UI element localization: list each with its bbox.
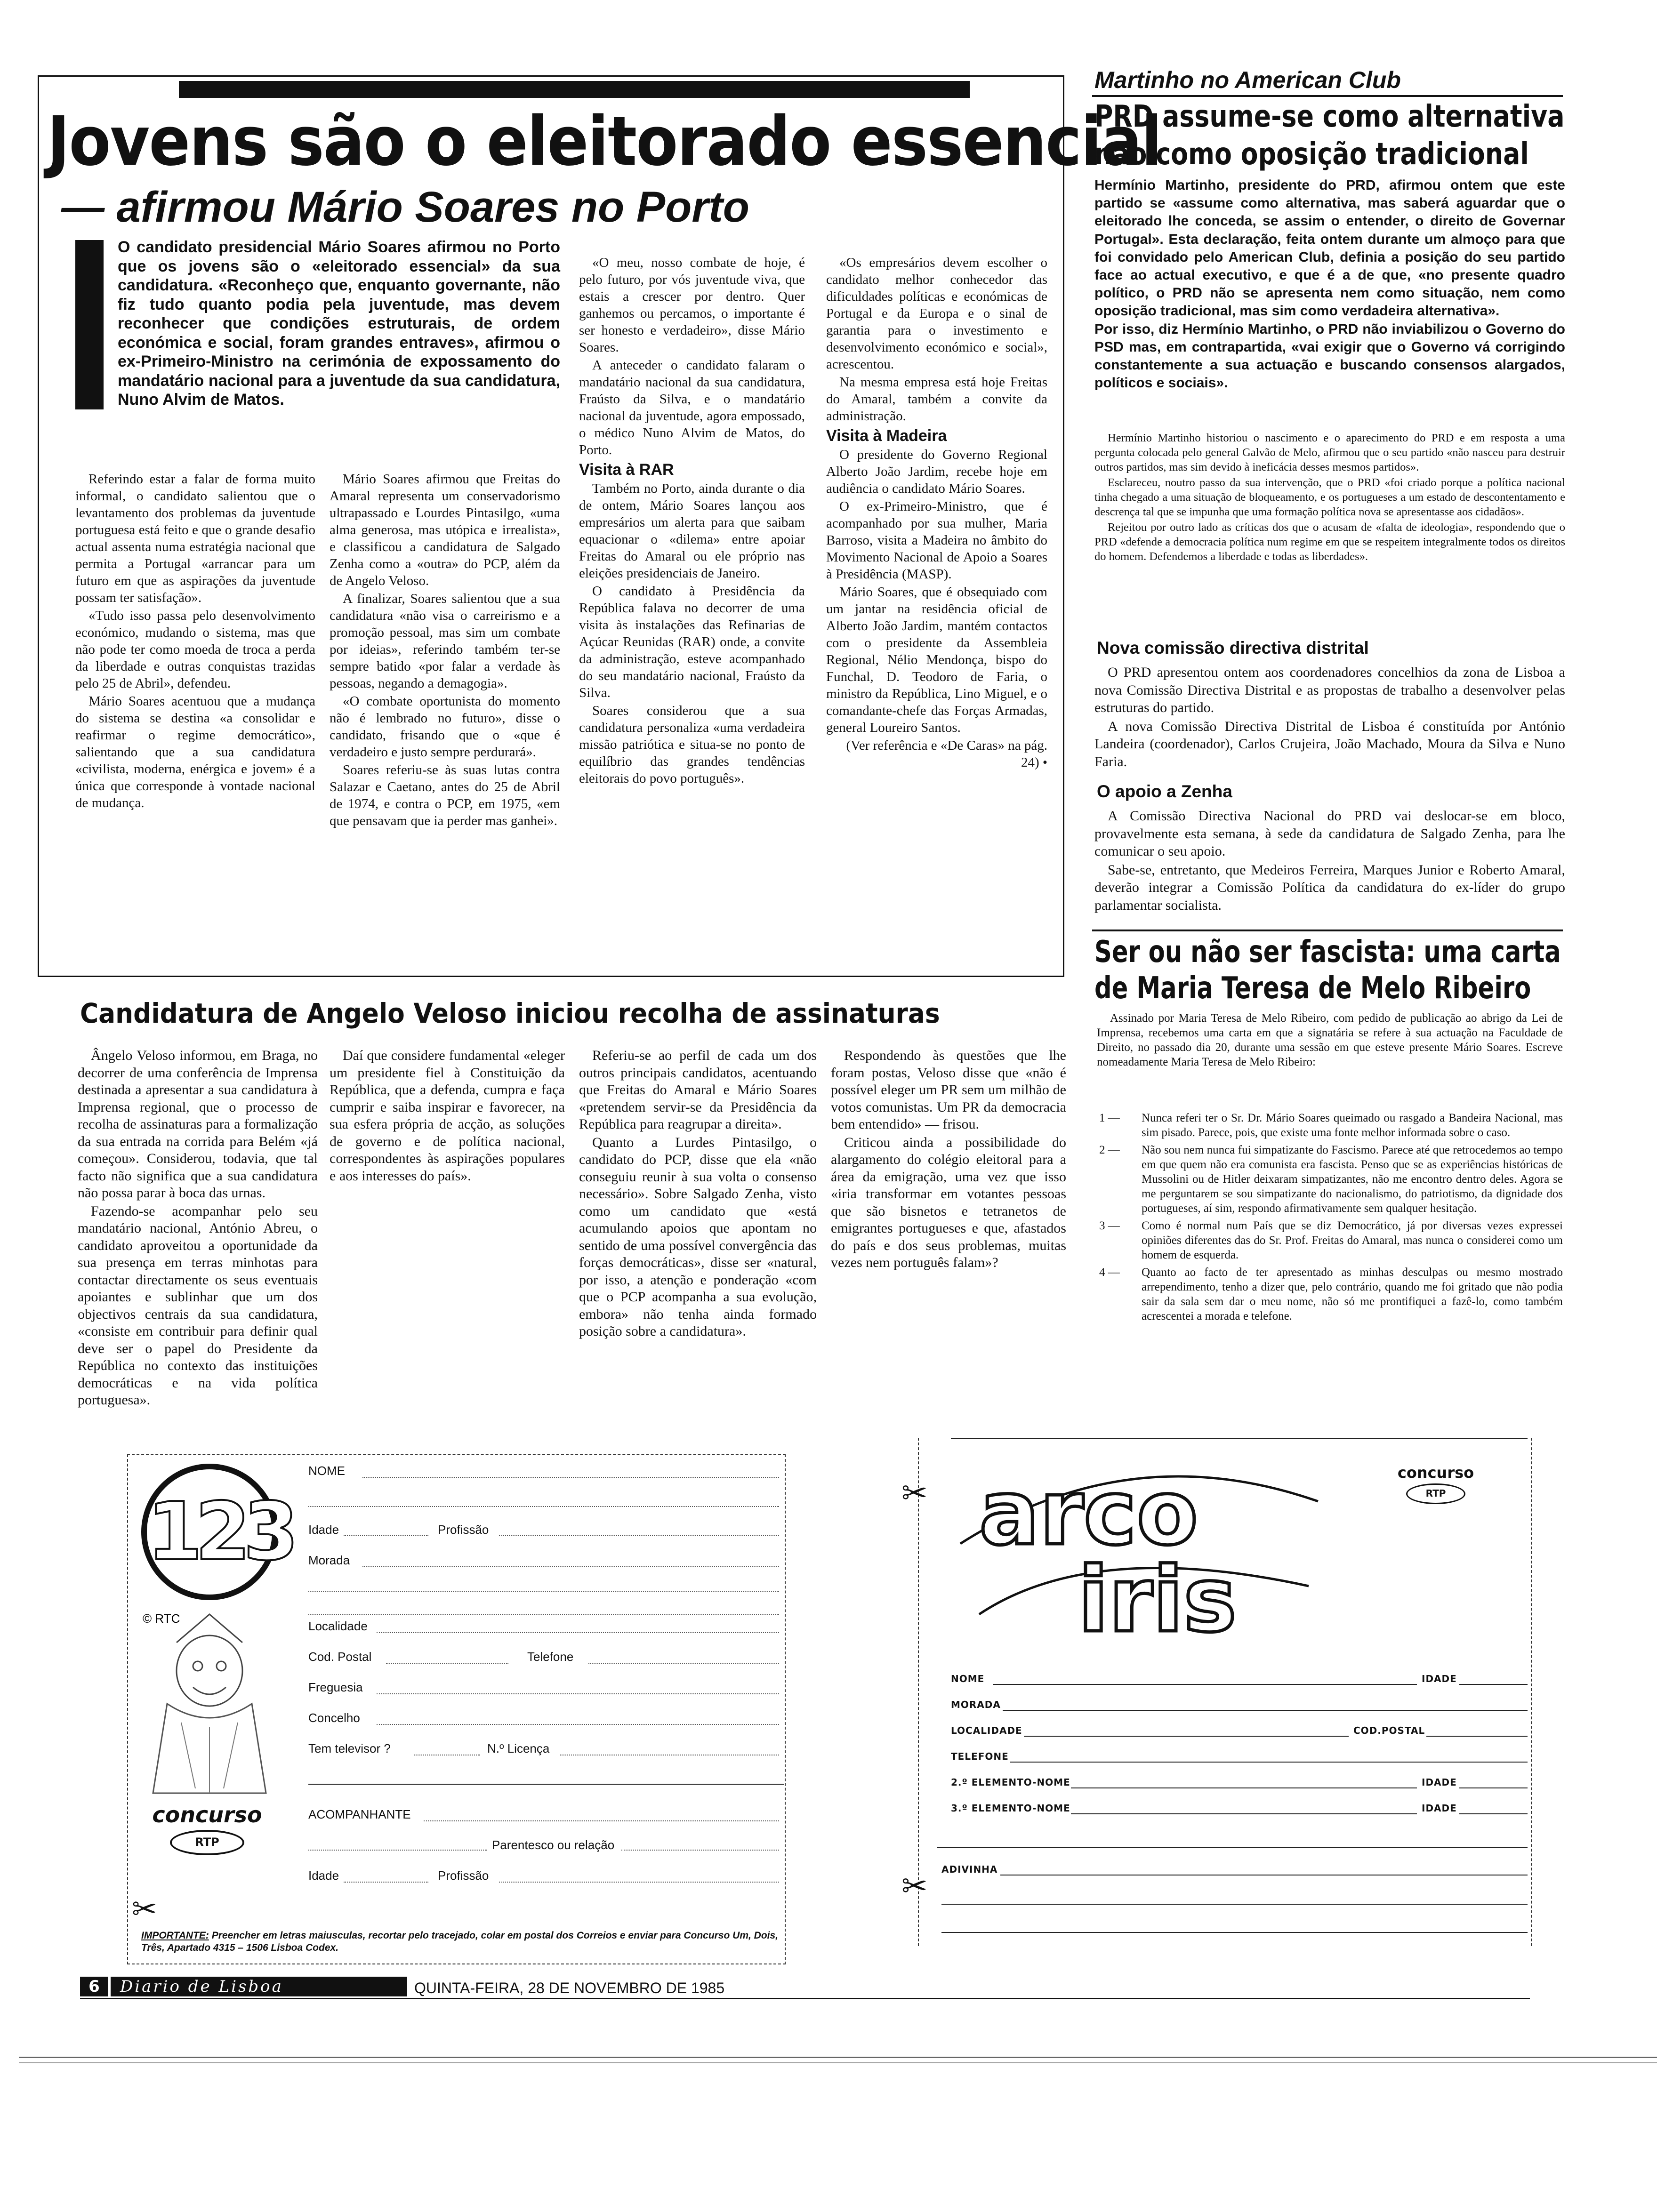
field-morada-3[interactable]	[308, 1614, 779, 1615]
paragraph: Sabe-se, entretanto, que Medeiros Ferreira, Marques Junior e Roberto Amaral, deverão integrar a Comissão Política da candidatura do ex-líder do grupo parlamentar socialista.	[1094, 862, 1565, 913]
field-morada[interactable]	[362, 1566, 779, 1567]
item-number: 1 —	[1099, 1112, 1120, 1124]
label-idade: Idade	[308, 1523, 339, 1537]
paragraph: O ex-Primeiro-Ministro, que é acompanhado por sua mulher, Maria Barroso, visita a Madeira no âmbito do Movimento Nacional de Apoio a Soares à Presidência (MASP).	[826, 499, 1047, 582]
paragraph: Rejeitou por outro lado as críticas dos que o acusam de «falta de ideologia», respondendo que o PRD «defende a democracia política num regime em que se respeitem integralmente todos os direitos do homem. Defendemos a liberdade e todas as liberdades».	[1094, 521, 1565, 563]
prd-subhead-zenha: O apoio a Zenha	[1097, 782, 1232, 801]
reference-note: (Ver referência e «De Caras» na pág. 24) •	[846, 738, 1047, 770]
field-cod-postal[interactable]	[386, 1663, 508, 1664]
paragraph: Soares considerou que a sua candidatura personaliza «uma verdadeira missão patriótica e situa-se no ponto de equilíbrio das grandes tendências eleitorais do povo português».	[579, 703, 805, 786]
list-item	[1099, 1218, 1563, 1262]
scissors-icon: ✂	[901, 1475, 928, 1511]
paragraph: Quanto a Lurdes Pintasilgo, o candidato do PCP, disse que ela «não conseguiu reunir à sua volta o consenso necessário». Sobre Salgado Zenha, visto como um candidato que «está acumulando apoios que apontam no sentido de uma possível convergência das forças democráticas», disse ser «natural, por isso, a atenção e ponderação «com que o PCP acompanha a sua evolução, embora» não tenha ainda formado posição sobre a candidatura».	[579, 1134, 817, 1339]
arco-label-localidade: LOCALIDADE	[951, 1725, 1022, 1736]
clown-illustration	[139, 1610, 280, 1798]
paragraph: Ângelo Veloso informou, em Braga, no decorrer de uma conferência de Imprensa destinada a apresentar a sua candidatura à Imprensa regional, que o processo de recolha de assinaturas para a formalização da sua entrada na corrida para Belém «já começou». Considerou, todavia, que tal facto não significa que a sua candidatura não possa parar à boca das urnas.	[78, 1048, 318, 1201]
mtmr-list	[1099, 1111, 1563, 1326]
main-subheadline: — afirmou Mário Soares no Porto	[61, 183, 749, 231]
arco-label-elem3: 3.º ELEMENTO-NOME	[951, 1803, 1070, 1814]
arco-field-idade[interactable]	[1459, 1684, 1528, 1685]
field-parentesco-2[interactable]	[621, 1850, 779, 1851]
paragraph: Respondendo às questões que lhe foram postas, Veloso disse que «não é possível eleger um PR sem um milhão de votos comunistas. Um PR da democracia bem entendido» — frisou.	[831, 1048, 1066, 1132]
paragraph: Criticou ainda a possibilidade do alargamento do colégio eleitoral para a área da emigração, uma vez que isso «iria transformar em votantes pessoas que são bisnetos e tetranetos de emigrantes portugueses e que, afastados do país e dos seus problemas, muitas vezes nem português falam»?	[831, 1134, 1066, 1270]
veloso-col-1	[78, 1047, 318, 1410]
scissors-icon: ✂	[901, 1868, 928, 1904]
paragraph: Mário Soares acentuou que a mudança do sistema se destina «a consolidar e reafirmar o regime democrático», salientando que a sua candidatura «civilista, moderna, enérgica e jovem» é a única que corresponde à vontade nacional de mudança.	[75, 694, 315, 810]
label-telefone: Telefone	[527, 1650, 574, 1664]
arco-label-elem2: 2.º ELEMENTO-NOME	[951, 1777, 1070, 1788]
arco-top-rule	[951, 1438, 1528, 1439]
importante-text: Preencher em letras maiusculas, recortar pelo tracejado, colar em postal dos Correios e enviar para Concurso Um, Dois, Três, Apartado 4315 – 1506 Lisboa Codex.	[141, 1930, 779, 1953]
prd-headline-2: não como oposição tradicional	[1094, 137, 1529, 172]
arco-iris-title	[951, 1445, 1327, 1643]
paragraph: «O meu, nosso combate de hoje, é pelo futuro, por vós juventude viva, que estais a crescer por dentro. Quer ganhemos ou percamos, o importante é ser honesto e verdadeiro», disse Mário Soares.	[579, 255, 805, 355]
item-text: Como é normal num País que se diz Democrático, já por diversas vezes expressei opiniões diferentes das do Sr. Prof. Freitas do Amaral, mas nunca o considerei como um homem de esquerda.	[1142, 1219, 1563, 1261]
main-col-2	[330, 471, 560, 830]
arco-field-adivinha-3[interactable]	[941, 1932, 1528, 1933]
dropcap	[75, 240, 104, 409]
label-profissao-2: Profissão	[438, 1868, 489, 1883]
arco-label-morada: MORADA	[951, 1699, 1001, 1710]
paragraph: A nova Comissão Directiva Distrital de Lisboa é constituída por António Landeira (coordenador), Carlos Crujeira, João Machado, Moura da Silva e Nuno Faria.	[1094, 718, 1565, 769]
field-morada-2[interactable]	[308, 1591, 779, 1592]
arco-title-line1: arco	[979, 1461, 1199, 1565]
arco-field-telefone[interactable]	[1010, 1762, 1528, 1763]
paragraph: O presidente do Governo Regional Alberto João Jardim, recebe hoje em audiência o candidato Mário Soares.	[826, 447, 1047, 496]
paragraph: Na mesma empresa está hoje Freitas do Amaral, também a convite da administração.	[826, 375, 1047, 424]
veloso-col-2	[330, 1047, 565, 1186]
item-number: 3 —	[1099, 1219, 1120, 1232]
prd-subhead-comissao: Nova comissão directiva distrital	[1097, 638, 1369, 657]
mtmr-headline-2: de Maria Teresa de Melo Ribeiro	[1094, 971, 1531, 1006]
arco-label-adivinha: ADIVINHA	[941, 1864, 998, 1875]
field-idade-2[interactable]	[344, 1882, 428, 1883]
paragraph: Também no Porto, ainda durante o dia de ontem, Mário Soares lançou aos empresários um alerta para que saibam equacionar o «dilema» entre apoiar Freitas do Amaral ou ele próprio nas eleições presidenciais de Janeiro.	[579, 481, 805, 581]
paragraph: Referindo estar a falar de forma muito informal, o candidato salientou que o levantamento dos problemas da juventude portuguesa está feito e que o grande desafio actual assenta numa estratégia nacional que permita a Portugal «arrancar para um futuro em que as aspirações da juventude possam ter satisfação».	[75, 472, 315, 605]
paragraph: Mário Soares afirmou que Freitas do Amaral representa um conservadorismo ultrapassado e Lourdes Pintasilgo, «uma alma generosa, mas utópica e irrealista», e classificou a candidatura de Salgado Zenha como a «outra» do PCP, além da de Angelo Veloso.	[330, 472, 560, 588]
page-bottom-rule	[19, 2057, 1657, 2058]
prd-body-3	[1094, 807, 1565, 915]
veloso-headline: Candidatura de Angelo Veloso iniciou recolha de assinaturas	[80, 997, 940, 1029]
veloso-col-3	[579, 1047, 817, 1341]
prd-headline-1: PRD assume-se como alternativa	[1094, 99, 1565, 134]
masthead: Diario de Lisboa	[120, 1977, 283, 1996]
paragraph: «Tudo isso passa pelo desenvolvimento económico, mudando o sistema, mas que não pode ter como moeda de troca a perda da liberdade e outras conquistas trazidas pelo 25 de Abril», defendeu.	[75, 608, 315, 691]
list-item	[1099, 1143, 1563, 1216]
arco-label-idade2: IDADE	[1422, 1777, 1457, 1788]
subhead-rar: Visita à RAR	[579, 461, 674, 479]
field-telefone[interactable]	[588, 1663, 779, 1664]
item-text: Quanto ao facto de ter apresentado as minhas desculpas ou mesmo mostrado arrependimento, tenho a dizer que, pelo contrário, quando me foi gritado que não podia sair da sala sem dar o meu nome, não só me prontifiquei a fazê-lo, como também acrescentei a morada e telefone.	[1142, 1266, 1563, 1322]
arco-field-localidade[interactable]	[1024, 1736, 1349, 1737]
mtmr-intro	[1097, 1011, 1563, 1070]
paragraph: O candidato à Presidência da República falava no decorrer de uma visita às instalações das Refinarias de Açúcar Reunidas (RAR) onde, a convite da administração, esteve acompanhado do seu mandatário nacional, Fraústo da Silva.	[579, 584, 805, 700]
field-parentesco[interactable]	[308, 1850, 487, 1851]
paragraph: Hermínio Martinho historiou o nascimento e o aparecimento do PRD e em resposta a uma pergunta colocada pelo general Galvão de Melo, afirmou que o seu partido «não nasceu para destruir outros partidos, mas sim devido à ineficácia desses mesmos partidos».	[1094, 432, 1565, 473]
label-concelho: Concelho	[308, 1711, 360, 1725]
arco-divider	[937, 1847, 1528, 1848]
headline-bar	[179, 81, 970, 98]
prd-bottom-rule	[1092, 930, 1563, 931]
list-item	[1099, 1111, 1563, 1140]
main-col-1	[75, 471, 315, 812]
page-bottom-rule-2	[19, 2062, 1657, 2063]
page-number: 6	[88, 1977, 100, 1996]
logo-123: 123	[141, 1464, 278, 1600]
main-lead: O candidato presidencial Mário Soares afirmou no Porto que os jovens são o «eleitorado essencial» da sua candidatura. «Reconheço que, enquanto governante, não fiz tudo quanto podia pela juventude, mas devem reconhecer que condições estruturais, de ordem económica e social, foram grandes entraves», afirmou o ex-Primeiro-Ministro na cerimónia de expossamento do mandatário nacional para a juventude da sua candidatura, Nuno Alvim de Matos.	[118, 238, 560, 409]
label-morada: Morada	[308, 1553, 350, 1567]
arco-field-cod-postal[interactable]	[1426, 1736, 1528, 1737]
paragraph: Soares referiu-se às suas lutas contra Salazar e Caetano, antes do 25 de Abril de 1974, e contra o PCP, em 1975, «em que pensavam que ia perder mas ganhei».	[330, 762, 560, 828]
paragraph: «O combate oportunista do momento não é lembrado no futuro», disse o candidato, frisando que o «que é verdadeiro e justo sempre perdurará».	[330, 694, 560, 760]
item-text: Nunca referi ter o Sr. Dr. Mário Soares queimado ou rasgado a Bandeira Nacional, mas sim pisado. Parece, pois, que existe uma fonte melhor informada sobre o caso.	[1142, 1112, 1563, 1139]
form-123-instructions	[141, 1930, 781, 1954]
arco-label-cod-postal: COD.POSTAL	[1353, 1725, 1425, 1736]
field-idade[interactable]	[344, 1535, 428, 1536]
paragraph: Assinado por Maria Teresa de Melo Ribeiro, com pedido de publicação ao abrigo da Lei de Imprensa, recebemos uma carta em que a signatária se refere à sua actuação na Faculdade de Direito, no passado dia 20, durante uma sessão em que esteve presente Mário Soares. Escreve nomeadamente Maria Teresa de Melo Ribeiro:	[1097, 1012, 1563, 1068]
paragraph: A anteceder o candidato falaram o mandatário nacional da sua candidatura, Fraústo da Silva, e o mandatário nacional da juventude, agora empossado, o médico Nuno Alvim de Matos, do Porto.	[579, 358, 805, 457]
main-headline: Jovens são o eleitorado essencial	[47, 102, 1162, 181]
masthead-box	[111, 1977, 407, 1996]
prd-kicker: Martinho no American Club	[1094, 67, 1401, 93]
paragraph: Daí que considere fundamental «eleger um presidente fiel à Constituição da República, que a defenda, cumpra e faça cumprir e saiba inspirar e favorecer, na sua esfera própria de acção, as soluções de governo e de política nacional, correspondentes às aspirações populares e aos interesses do país».	[330, 1048, 565, 1184]
item-number: 2 —	[1099, 1144, 1120, 1156]
arco-label-nome: NOME	[951, 1673, 985, 1684]
field-acompanhante[interactable]	[424, 1820, 779, 1821]
field-nome-2[interactable]	[308, 1506, 779, 1507]
subhead-madeira: Visita à Madeira	[826, 427, 947, 445]
paragraph: Mário Soares, que é obsequiado com um jantar na residência oficial de Alberto João Jardim, mantém contactos com o presidente da Assembleia Regional, Nélio Mendonça, bispo do Funchal, D. Teodoro de Faria, o ministro da República, Lino Miguel, e o comandante-chefe das Forças Armadas, general Loureiro Santos.	[826, 585, 1047, 735]
field-profissao-2[interactable]	[499, 1882, 779, 1883]
label-freguesia: Freguesia	[308, 1680, 363, 1694]
paragraph: A Comissão Directiva Nacional do PRD vai deslocar-se em bloco, provavelmente esta semana, à sede da candidatura de Salgado Zenha, para lhe comunicar o seu apoio.	[1094, 808, 1565, 859]
field-concelho[interactable]	[377, 1724, 779, 1725]
paragraph: O PRD apresentou ontem aos coordenadores concelhios da zona de Lisboa a nova Comissão Directiva Distrital e as propostas de trabalho a desenvolver pelas estruturas do partido.	[1094, 665, 1565, 715]
arco-label-telefone: TELEFONE	[951, 1751, 1009, 1762]
paragraph: Por isso, diz Hermínio Martinho, o PRD não inviabilizou o Governo do PSD mas, em contrapartida, «vai exigir que o Governo vá corrigindo constantemente a sua actuação e buscando consensos alargados, políticos e sociais».	[1094, 321, 1565, 391]
label-licenca: N.º Licença	[487, 1741, 550, 1755]
mtmr-headline-1: Ser ou não ser fascista: uma carta	[1094, 935, 1561, 970]
label-tem-televisor: Tem televisor ?	[308, 1741, 391, 1755]
main-col-4	[826, 254, 1047, 772]
arco-field-elem2[interactable]	[1071, 1787, 1417, 1788]
prd-kicker-rule	[1092, 95, 1563, 97]
arco-label-idade: IDADE	[1422, 1673, 1457, 1684]
arco-label-idade3: IDADE	[1422, 1803, 1457, 1814]
rtp-logo: RTP	[1406, 1483, 1465, 1504]
arco-field-idade2[interactable]	[1459, 1787, 1528, 1788]
footer-date: QUINTA-FEIRA, 28 DE NOVEMBRO DE 1985	[414, 1980, 725, 1996]
arco-field-nome[interactable]	[993, 1684, 1417, 1685]
main-col-3	[579, 254, 805, 788]
field-nome[interactable]	[362, 1477, 779, 1478]
arco-field-morada[interactable]	[1003, 1710, 1528, 1711]
field-localidade[interactable]	[377, 1632, 779, 1633]
arco-title-line2: iris	[1078, 1548, 1237, 1643]
paragraph: Hermínio Martinho, presidente do PRD, afirmou ontem que este partido se «assume como alternativa, mas saberá aguardar que o eleitorado lhe conceda, se assim o entender, o direito de Governar Portugal». Esta declaração, feita ontem durante um almoço para que foi convidado pelo American Club, definia a posição do seu partido face ao actual executivo, e que é a de que, «no presente quadro político, o PRD não se apresenta nem como situação, nem como oposição tradicional, mas sim como verdadeira alternativa».	[1094, 177, 1565, 319]
label-parentesco: Parentesco ou relação	[492, 1838, 615, 1852]
page-number-box	[80, 1977, 108, 1996]
arco-field-idade3[interactable]	[1459, 1813, 1528, 1814]
field-profissao[interactable]	[499, 1535, 779, 1536]
field-freguesia[interactable]	[377, 1693, 779, 1694]
scissors-icon: ✂	[132, 1892, 157, 1927]
concurso-123: concurso RTP	[141, 1803, 273, 1855]
importante-label: IMPORTANTE:	[141, 1930, 209, 1941]
veloso-col-4	[831, 1047, 1066, 1273]
form-divider	[308, 1784, 784, 1785]
prd-body-2	[1094, 664, 1565, 771]
footer-rule	[80, 1998, 1530, 1999]
label-profissao: Profissão	[438, 1523, 489, 1537]
list-item	[1099, 1265, 1563, 1323]
arco-field-adivinha-2[interactable]	[941, 1904, 1528, 1905]
item-number: 4 —	[1099, 1266, 1120, 1279]
label-acompanhante: ACOMPANHANTE	[308, 1807, 411, 1821]
prd-body	[1094, 431, 1565, 565]
item-text: Não sou nem nunca fui simpatizante do Fascismo. Parece até que retrocedemos ao tempo em que quem não era comunista era fascista. Penso que se as experiências históricas de Mussolini ou de Hitler deixaram simpatizantes, não me encontro dentro deles. Agora se me perguntarem se sou simpatizante do nacionalismo, do patriotismo, da dignidade dos portugueses, aí sim, respondo afirmativamente sem qualquer hesitação.	[1142, 1144, 1563, 1215]
paragraph: Fazendo-se acompanhar pelo seu mandatário nacional, António Abreu, o candidato aproveitou a oportunidade da sua presença em terras minhotas para contactar directamente os seus eventuais apoiantes e sublinhar que um dos objectivos centrais da sua candidatura, «consiste em contribuir para definir qual deve ser o papel do Presidente da República no contexto das instituições democráticas e na vida política portuguesa».	[78, 1203, 318, 1408]
paragraph: A finalizar, Soares salientou que a sua candidatura «não visa o carreirismo e a promoção pessoal, mas sim um combate por ideias», referindo também ter-se sempre batido «por falar a verdade às pessoas, negando a demagogia».	[330, 591, 560, 691]
arco-field-elem3[interactable]	[1071, 1813, 1417, 1814]
concurso-arco: concurso RTP	[1389, 1464, 1483, 1504]
label-nome: NOME	[308, 1464, 345, 1478]
paragraph: «Os empresários devem escolher o candidato melhor conhecedor das dificuldades políticas e económicas de Portugal e da Europa e o sinal de garantia para o investimento e desenvolvimento económico e social», acrescentou.	[826, 255, 1047, 372]
paragraph: Referiu-se ao perfil de cada um dos outros principais candidatos, acentuando que Freitas do Amaral e Mário Soares «pretendem servir-se da Presidência da República para reagrupar a direita».	[579, 1048, 817, 1132]
prd-lead	[1094, 176, 1565, 392]
paragraph: Esclareceu, noutro passo da sua intervenção, que o PRD «foi criado porque a política nacional tinha chegado a uma situação de bloqueamento, e os portugueses a um estado de descontentamento e descrença tal que se impunha que uma formação política nova se apresentasse aos cidadãos».	[1094, 476, 1565, 518]
rtc-credit: © RTC	[143, 1611, 180, 1626]
rtp-logo: RTP	[170, 1830, 244, 1855]
label-idade-2: Idade	[308, 1868, 339, 1883]
label-cod-postal: Cod. Postal	[308, 1650, 372, 1664]
label-localidade: Localidade	[308, 1619, 368, 1633]
